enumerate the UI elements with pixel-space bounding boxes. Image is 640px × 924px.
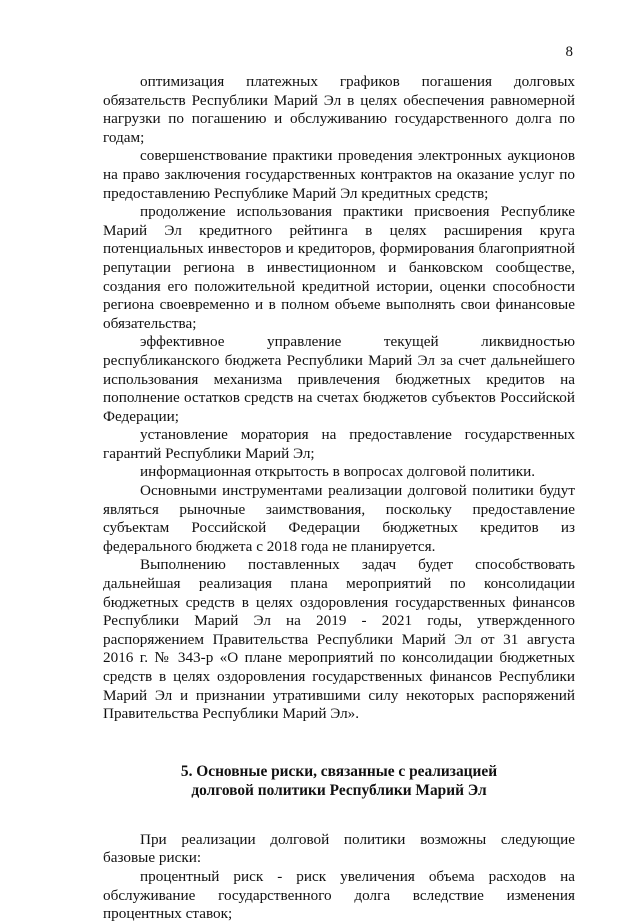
section-heading-line: долговой политики Республики Марий Эл	[191, 781, 487, 799]
paragraph: оптимизация платежных графиков погашения долговых обязательств Республики Марий Эл в целях обеспечения равномерной нагрузки по погашению и обслуживанию государственного долга по годам;	[103, 73, 575, 146]
paragraph: совершенствование практики проведения электронных аукционов на право заключения государственных контрактов на оказание услуг по предоставлению Республике Марий Эл кредитных средств;	[103, 147, 575, 202]
paragraph: эффективное управление текущей ликвидностью республиканского бюджета Республики Марий Эл за счет дальнейшего использования механизма привлечения бюджетных кредитов на пополнение остатков средств на счетах бюджетов субъектов Российской Федерации;	[103, 333, 575, 425]
paragraph: Основными инструментами реализации долговой политики будут являться рыночные заимствования, поскольку предоставление субъектам Российской Федерации бюджетных кредитов из федерального бюджета с 2018 года не планируется.	[103, 482, 575, 555]
paragraph: продолжение использования практики присвоения Республике Марий Эл кредитного рейтинга в целях расширения круга потенциальных инвесторов и кредиторов, формирования благоприятной репутации региона в инвестиционном и банковском сообществе, создания его положительной кредитной истории, оценки способности региона своевременно и в полном объеме выполнять свои финансовые обязательства;	[103, 203, 575, 332]
paragraph: Выполнению поставленных задач будет способствовать дальнейшая реализация плана мероприятий по консолидации бюджетных средств в целях оздоровления государственных финансов Республики Марий Эл на 2019 - 2021 годы, утвержденного распоряжением Правительства Республики Марий Эл от 31 августа 2016 г. № 343-р «О плане мероприятий по консолидации бюджетных средств в целях оздоровления государственных финансов Республики Марий Эл и признании утратившими силу некоторых распоряжений Правительства Республики Марий Эл».	[103, 556, 575, 723]
paragraph: установление моратория на предоставление государственных гарантий Республики Марий Эл;	[103, 426, 575, 462]
section-heading	[103, 762, 575, 800]
document-body	[103, 73, 575, 924]
page-number: 8	[565, 44, 573, 60]
section-heading-line: 5. Основные риски, связанные с реализацией	[180, 762, 498, 780]
paragraph: процентный риск - риск увеличения объема расходов на обслуживание государственного долга вследствие изменения процентных ставок;	[103, 867, 575, 923]
paragraph: информационная открытость в вопросах долговой политики.	[140, 463, 536, 481]
paragraph: При реализации долговой политики возможны следующие базовые риски:	[103, 830, 575, 867]
